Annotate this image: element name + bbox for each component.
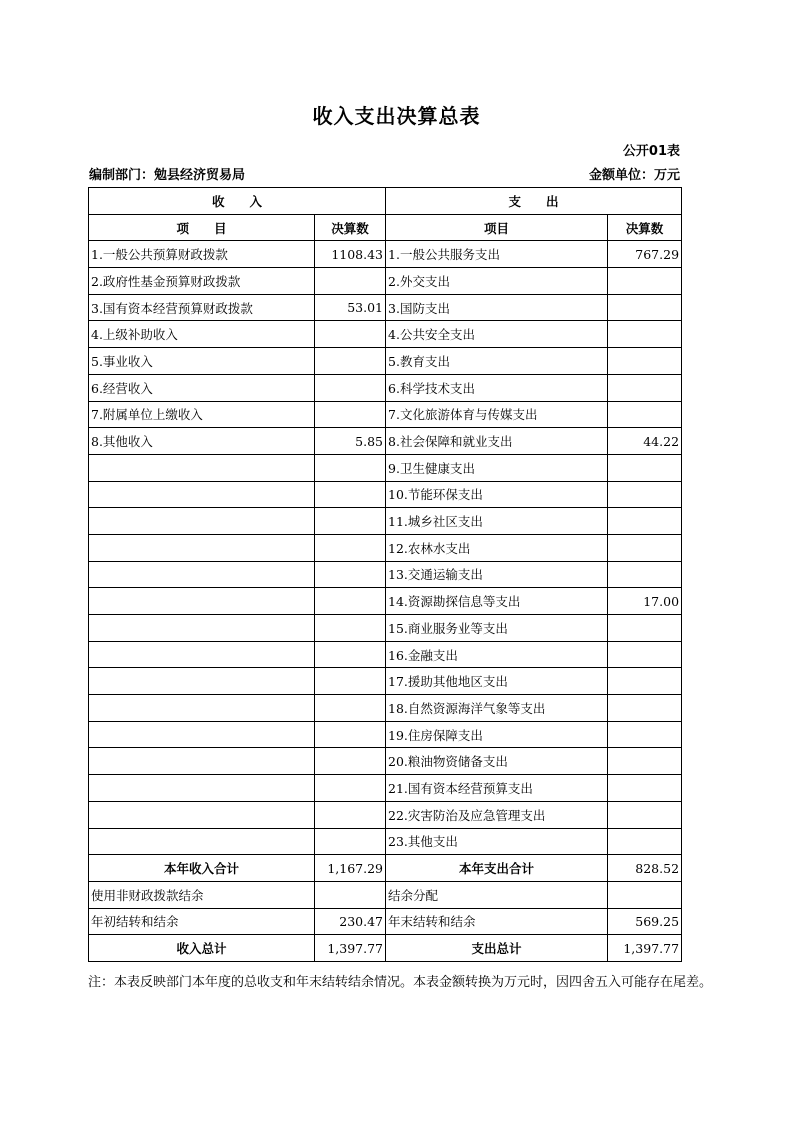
expense-item-header: 项目 [386, 214, 608, 241]
non-fiscal-row [89, 881, 682, 908]
expense-amount [608, 321, 682, 348]
expense-amount [608, 615, 682, 642]
expense-item: 2.外交支出 [386, 268, 608, 295]
table-row [89, 321, 682, 348]
expense-item: 13.交通运输支出 [386, 561, 608, 588]
income-item [89, 668, 315, 695]
income-amount-header: 决算数 [315, 214, 386, 241]
expense-amount [608, 828, 682, 855]
income-amount [315, 481, 386, 508]
unit-label: 金额单位：万元 [588, 168, 680, 183]
department-label: 编制部门：勉县经济贸易局 [89, 168, 246, 183]
expense-item: 14.资源勘探信息等支出 [386, 588, 608, 615]
table-row [89, 721, 682, 748]
income-item [89, 508, 315, 535]
income-header: 收 入 [89, 188, 386, 215]
expense-item: 10.节能环保支出 [386, 481, 608, 508]
table-row [89, 374, 682, 401]
income-amount: 53.01 [315, 294, 386, 321]
income-item: 2.政府性基金预算财政拨款 [89, 268, 315, 295]
income-item [89, 561, 315, 588]
table-row [89, 561, 682, 588]
expense-item: 5.教育支出 [386, 348, 608, 375]
expense-total-label: 支出总计 [386, 935, 608, 962]
expense-amount [608, 561, 682, 588]
expense-amount: 767.29 [608, 241, 682, 268]
expense-amount [608, 641, 682, 668]
year-total-row [89, 855, 682, 882]
income-item: 3.国有资本经营预算财政拨款 [89, 294, 315, 321]
table-row [89, 348, 682, 375]
expense-item: 16.金融支出 [386, 641, 608, 668]
expense-amount [608, 374, 682, 401]
income-amount [315, 641, 386, 668]
page-title: 收入支出决算总表 [312, 104, 481, 128]
table-row [89, 428, 682, 455]
income-total-value: 1,397.77 [315, 935, 386, 962]
expense-item: 19.住房保障支出 [386, 721, 608, 748]
income-amount: 1108.43 [315, 241, 386, 268]
table-row [89, 748, 682, 775]
expense-item: 23.其他支出 [386, 828, 608, 855]
expense-amount [608, 268, 682, 295]
income-amount [315, 321, 386, 348]
expense-amount [608, 508, 682, 535]
distribution-value [608, 881, 682, 908]
table-row [89, 294, 682, 321]
expense-item: 11.城乡社区支出 [386, 508, 608, 535]
expense-item: 3.国防支出 [386, 294, 608, 321]
income-item: 8.其他收入 [89, 428, 315, 455]
income-item [89, 534, 315, 561]
summary-table [88, 187, 682, 962]
income-item [89, 748, 315, 775]
expense-amount [608, 401, 682, 428]
table-row [89, 454, 682, 481]
income-item [89, 641, 315, 668]
expense-item: 4.公共安全支出 [386, 321, 608, 348]
income-item [89, 695, 315, 722]
income-amount [315, 268, 386, 295]
income-item [89, 454, 315, 481]
expense-item: 12.农林水支出 [386, 534, 608, 561]
table-row [89, 401, 682, 428]
income-amount [315, 561, 386, 588]
non-fiscal-value [315, 881, 386, 908]
income-item [89, 828, 315, 855]
income-item [89, 801, 315, 828]
footnote: 注：本表反映部门本年度的总收支和年末结转结余情况。本表金额转换为万元时，因四舍五入可能存在尾差。 [88, 975, 713, 990]
table-row [89, 828, 682, 855]
income-item [89, 615, 315, 642]
income-amount: 5.85 [315, 428, 386, 455]
expense-item: 20.粮油物资储备支出 [386, 748, 608, 775]
table-row [89, 241, 682, 268]
begin-balance-label: 年初结转和结余 [89, 908, 315, 935]
income-amount [315, 374, 386, 401]
expense-amount [608, 801, 682, 828]
income-item: 1.一般公共预算财政拨款 [89, 241, 315, 268]
table-row [89, 695, 682, 722]
income-item [89, 481, 315, 508]
income-amount [315, 695, 386, 722]
table-row [89, 534, 682, 561]
expense-year-total-value: 828.52 [608, 855, 682, 882]
expense-amount-header: 决算数 [608, 214, 682, 241]
income-amount [315, 508, 386, 535]
expense-item: 21.国有资本经营预算支出 [386, 775, 608, 802]
income-item: 4.上级补助收入 [89, 321, 315, 348]
end-balance-label: 年末结转和结余 [386, 908, 608, 935]
income-amount [315, 828, 386, 855]
expense-item: 8.社会保障和就业支出 [386, 428, 608, 455]
section-header-row [89, 188, 682, 215]
expense-item: 9.卫生健康支出 [386, 454, 608, 481]
income-amount [315, 668, 386, 695]
end-balance-value: 569.25 [608, 908, 682, 935]
income-item [89, 775, 315, 802]
expense-amount [608, 721, 682, 748]
grand-total-row [89, 935, 682, 962]
income-amount [315, 534, 386, 561]
expense-amount [608, 775, 682, 802]
table-row [89, 615, 682, 642]
income-year-total-label: 本年收入合计 [89, 855, 315, 882]
income-total-label: 收入总计 [89, 935, 315, 962]
expense-amount [608, 695, 682, 722]
table-row [89, 588, 682, 615]
expense-item: 7.文化旅游体育与传媒支出 [386, 401, 608, 428]
carryover-row [89, 908, 682, 935]
table-row [89, 641, 682, 668]
begin-balance-value: 230.47 [315, 908, 386, 935]
table-row [89, 801, 682, 828]
expense-year-total-label: 本年支出合计 [386, 855, 608, 882]
income-amount [315, 748, 386, 775]
expense-item: 15.商业服务业等支出 [386, 615, 608, 642]
income-amount [315, 775, 386, 802]
table-row [89, 508, 682, 535]
expense-item: 18.自然资源海洋气象等支出 [386, 695, 608, 722]
expense-amount [608, 748, 682, 775]
non-fiscal-label: 使用非财政拨款结余 [89, 881, 315, 908]
column-header-row [89, 214, 682, 241]
expense-amount [608, 348, 682, 375]
table-row [89, 481, 682, 508]
expense-item: 22.灾害防治及应急管理支出 [386, 801, 608, 828]
income-item-header: 项 目 [89, 214, 315, 241]
expense-item: 6.科学技术支出 [386, 374, 608, 401]
expense-header: 支 出 [386, 188, 682, 215]
income-item: 7.附属单位上缴收入 [89, 401, 315, 428]
income-amount [315, 348, 386, 375]
income-amount [315, 721, 386, 748]
expense-item: 1.一般公共服务支出 [386, 241, 608, 268]
income-amount [315, 401, 386, 428]
expense-amount [608, 481, 682, 508]
table-row [89, 268, 682, 295]
expense-amount [608, 534, 682, 561]
income-item [89, 721, 315, 748]
table-row [89, 668, 682, 695]
expense-amount: 44.22 [608, 428, 682, 455]
income-amount [315, 801, 386, 828]
expense-total-value: 1,397.77 [608, 935, 682, 962]
expense-amount: 17.00 [608, 588, 682, 615]
expense-amount [608, 668, 682, 695]
income-item [89, 588, 315, 615]
income-year-total-value: 1,167.29 [315, 855, 386, 882]
expense-amount [608, 294, 682, 321]
income-item: 5.事业收入 [89, 348, 315, 375]
table-row [89, 775, 682, 802]
table-number: 公开01表 [622, 144, 680, 159]
income-item: 6.经营收入 [89, 374, 315, 401]
expense-item: 17.援助其他地区支出 [386, 668, 608, 695]
income-amount [315, 454, 386, 481]
income-amount [315, 615, 386, 642]
income-amount [315, 588, 386, 615]
expense-amount [608, 454, 682, 481]
distribution-label: 结余分配 [386, 881, 608, 908]
